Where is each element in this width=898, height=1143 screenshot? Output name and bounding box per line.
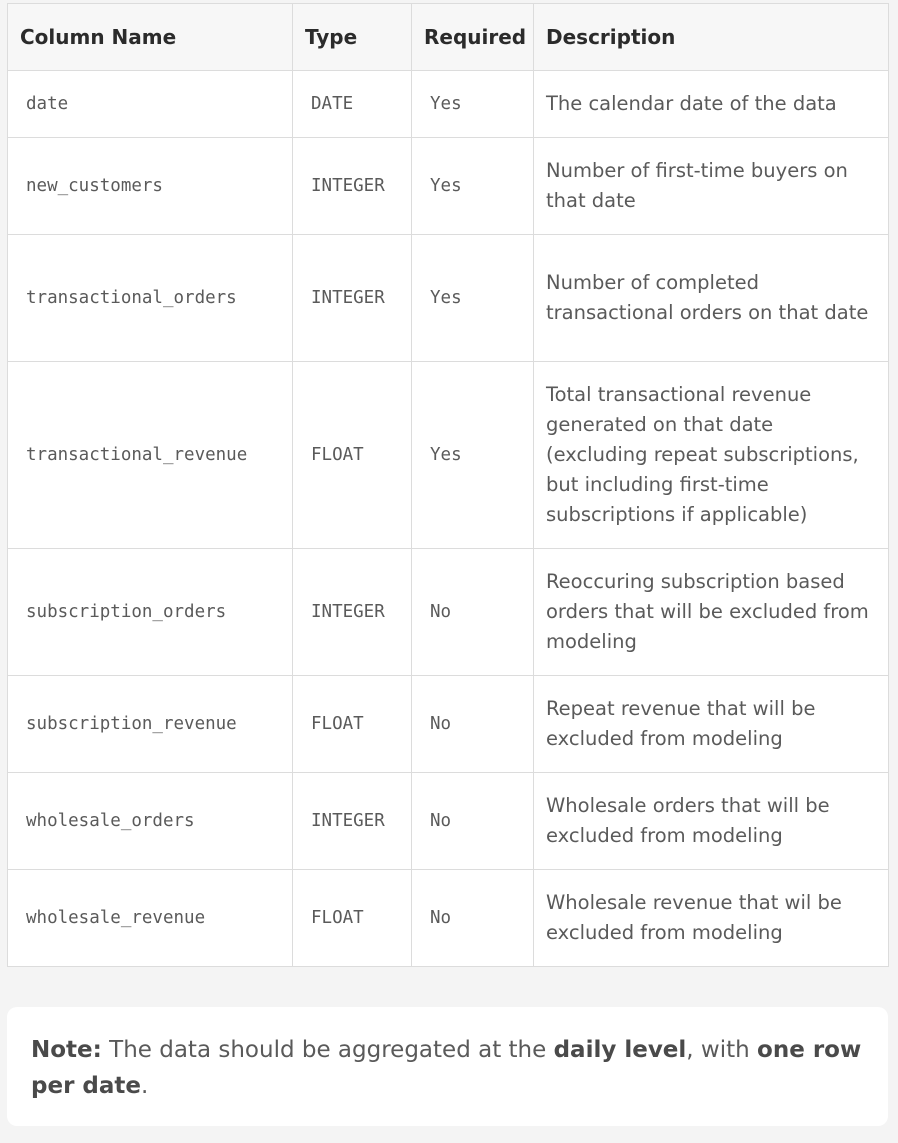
note-text: , with [686, 1037, 758, 1063]
table-row [8, 870, 889, 967]
cell-required: Yes [412, 235, 534, 362]
note-text: The data should be aggregated at the [101, 1037, 554, 1063]
cell-required: No [412, 549, 534, 676]
schema-table-container [7, 3, 888, 967]
cell-required: Yes [412, 138, 534, 235]
header-description: Description [534, 4, 889, 71]
cell-required: No [412, 773, 534, 870]
cell-column-name: date [8, 71, 293, 138]
cell-type: FLOAT [293, 676, 412, 773]
cell-description: Total transactional revenue generated on that date (excluding repeat subscriptions, but including first-time subscriptions if applicable) [534, 362, 889, 549]
schema-table [7, 3, 889, 967]
cell-type: INTEGER [293, 773, 412, 870]
cell-type: INTEGER [293, 138, 412, 235]
cell-required: No [412, 870, 534, 967]
note-label: Note: [31, 1037, 102, 1063]
table-row [8, 773, 889, 870]
header-type: Type [293, 4, 412, 71]
table-row [8, 549, 889, 676]
cell-description: Wholesale orders that will be excluded from modeling [534, 773, 889, 870]
note-emphasis-one-row-per-date: one row per date [31, 1037, 862, 1099]
table-row [8, 71, 889, 138]
cell-description: Wholesale revenue that wil be excluded from modeling [534, 870, 889, 967]
cell-type: INTEGER [293, 235, 412, 362]
cell-required: Yes [412, 362, 534, 549]
cell-type: INTEGER [293, 549, 412, 676]
cell-column-name: wholesale_orders [8, 773, 293, 870]
cell-column-name: new_customers [8, 138, 293, 235]
header-column-name: Column Name [8, 4, 293, 71]
table-row [8, 138, 889, 235]
cell-description: The calendar date of the data [534, 71, 889, 138]
cell-required: Yes [412, 71, 534, 138]
cell-column-name: wholesale_revenue [8, 870, 293, 967]
table-row [8, 235, 889, 362]
table-row [8, 676, 889, 773]
cell-description: Number of first-time buyers on that date [534, 138, 889, 235]
cell-column-name: transactional_orders [8, 235, 293, 362]
cell-column-name: subscription_orders [8, 549, 293, 676]
table-row [8, 362, 889, 549]
cell-description: Repeat revenue that will be excluded from modeling [534, 676, 889, 773]
note-text: . [141, 1073, 149, 1099]
table-header-row [8, 4, 889, 71]
cell-description: Reoccuring subscription based orders that will be excluded from modeling [534, 549, 889, 676]
cell-description: Number of completed transactional orders on that date [534, 235, 889, 362]
cell-column-name: subscription_revenue [8, 676, 293, 773]
header-required: Required [412, 4, 534, 71]
cell-type: FLOAT [293, 362, 412, 549]
cell-required: No [412, 676, 534, 773]
cell-type: DATE [293, 71, 412, 138]
cell-type: FLOAT [293, 870, 412, 967]
note-emphasis-daily-level: daily level [553, 1037, 687, 1063]
note-callout [7, 1007, 888, 1126]
cell-column-name: transactional_revenue [8, 362, 293, 549]
